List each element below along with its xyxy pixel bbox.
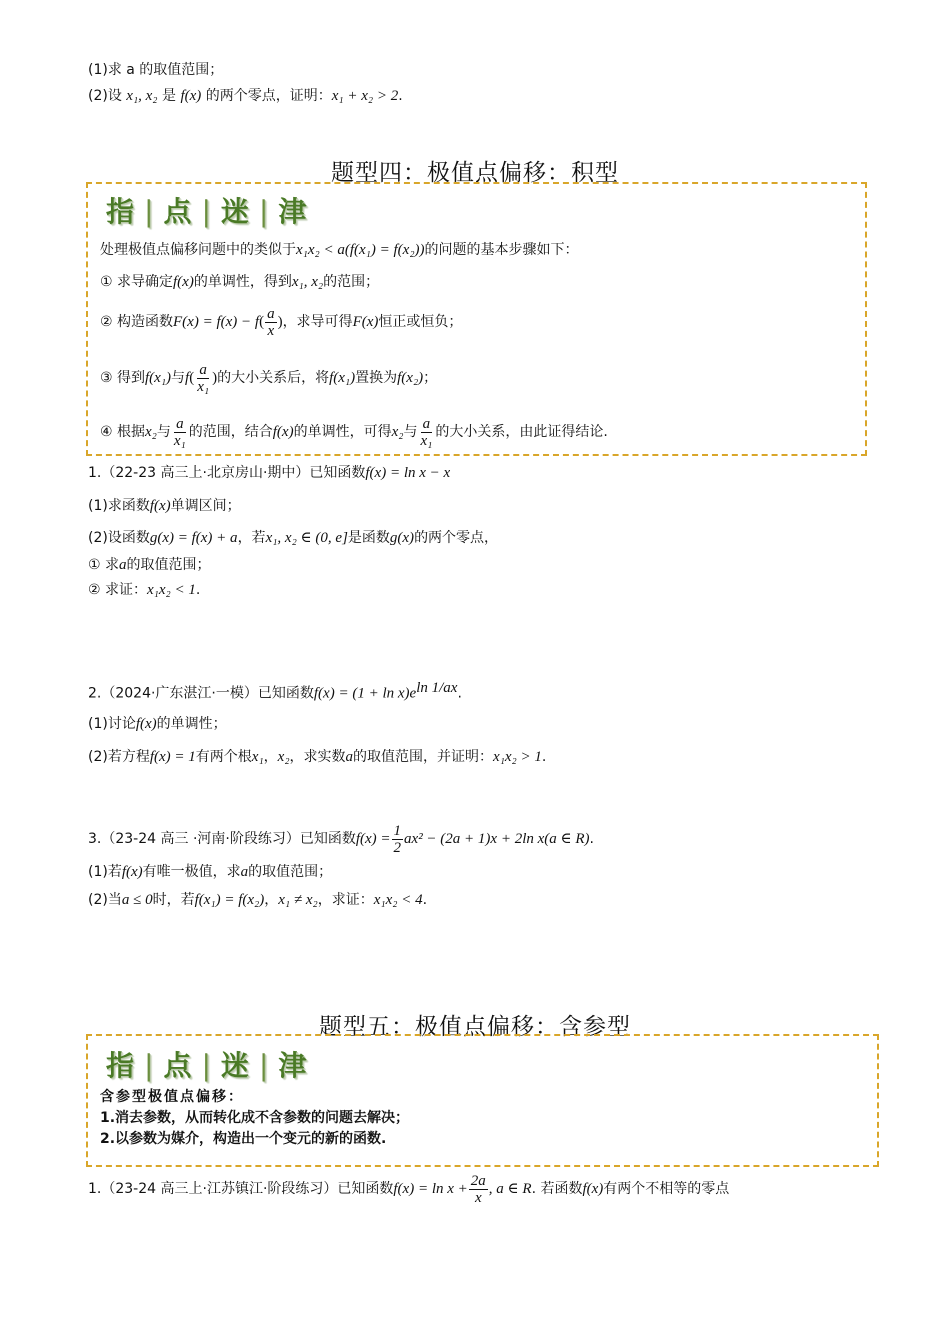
section-5-banner: 指 | 点 | 迷 | 津 [106, 1049, 309, 1082]
section-4-step-2: ② 构造函数F(x) = f(x) − f( $\frac{a}{x}$ )，求导可得F(x)恒正或恒负； [100, 305, 463, 339]
section-4-intro: 处理极值点偏移问题中的类似于x₁x₂ < a(f(x₁) = f(x₂))的问题的基本步骤如下： [100, 242, 579, 258]
section-5-heading: 题型五：极值点偏移：含参型 [319, 1014, 631, 1040]
problem-4-2-head: 2.（2024·广东湛江·一模）已知函数$f(x) = (1 + \ln x)e^{ln 1/ax}$. [88, 680, 462, 702]
problem-4-2-part-2: (2)若方程f(x) = 1有两个根x₁，x₂，求实数a的取值范围，并证明：x₁x₂ > 1. [88, 749, 547, 765]
section-5-item-2: 2.以参数为媒介，构造出一个变元的新的函数. [100, 1131, 387, 1147]
problem-4-1-sub-1: ① 求a的取值范围； [88, 557, 211, 573]
top-line-1: (1)求 a 的取值范围； [88, 62, 224, 78]
section-4-step-3: ③ 得到f(x₁)与f( $\frac{a}{\text{x₁}}$ )的大小关系后，将f(x₁)置换为f(x₂)； [100, 361, 438, 395]
problem-5-1-head: 1.（23-24 高三上·江苏镇江·阶段练习）已知函数f(x) = ln x + $\frac{2a}{x}$ , a ∈ R. 若函数f(x)有两个不相等的零点 [88, 1172, 730, 1206]
problem-4-1-sub-2: ② 求证：x₁x₂ < 1. [88, 582, 201, 598]
problem-4-3-part-1: (1)若f(x)有唯一极值，求a的取值范围； [88, 864, 333, 880]
top-line-2: (2)设 x₁, x₂ 是 f(x) 的两个零点，证明：x₁ + x₂ > 2. [88, 88, 403, 104]
section-5-title: 含参型极值点偏移： [100, 1089, 244, 1105]
problem-4-1-head: 1.（22-23 高三上·北京房山·期中）已知函数f(x) = ln x − x [88, 465, 451, 481]
problem-4-3-part-2: (2)当a ≤ 0时，若f(x₁) = f(x₂)，x₁ ≠ x₂，求证：x₁x₂ < 4. [88, 892, 428, 908]
section-4-step-1: ① 求导确定f(x)的单调性，得到x₁, x₂的范围； [100, 274, 380, 290]
problem-4-1-part-1: (1)求函数f(x)单调区间； [88, 498, 241, 514]
problem-4-1-part-2: (2)设函数g(x) = f(x) + a，若x₁, x₂ ∈ (0, e]是函数g(x)的两个零点， [88, 530, 499, 546]
section-5-item-1: 1.消去参数，从而转化成不含参数的问题去解决； [100, 1110, 410, 1126]
section-4-heading: 题型四：极值点偏移：积型 [331, 160, 619, 186]
section-4-banner: 指 | 点 | 迷 | 津 [106, 195, 309, 228]
section-4-step-4: ④ 根据x₂与 $\frac{a}{\text{x₁}}$ 的范围，结合f(x)的单调性，可得x₂与 $\frac{a}{\text{x₁}}$ 的大小关系，由此证得结论. [100, 415, 608, 449]
problem-4-3-head: 3.（23-24 高三 ·河南·阶段练习）已知函数f(x) = $\frac{1}{2}$ ax² − (2a + 1)x + 2ln x(a ∈ R). [88, 822, 594, 856]
problem-4-2-part-1: (1)讨论f(x)的单调性； [88, 716, 227, 732]
